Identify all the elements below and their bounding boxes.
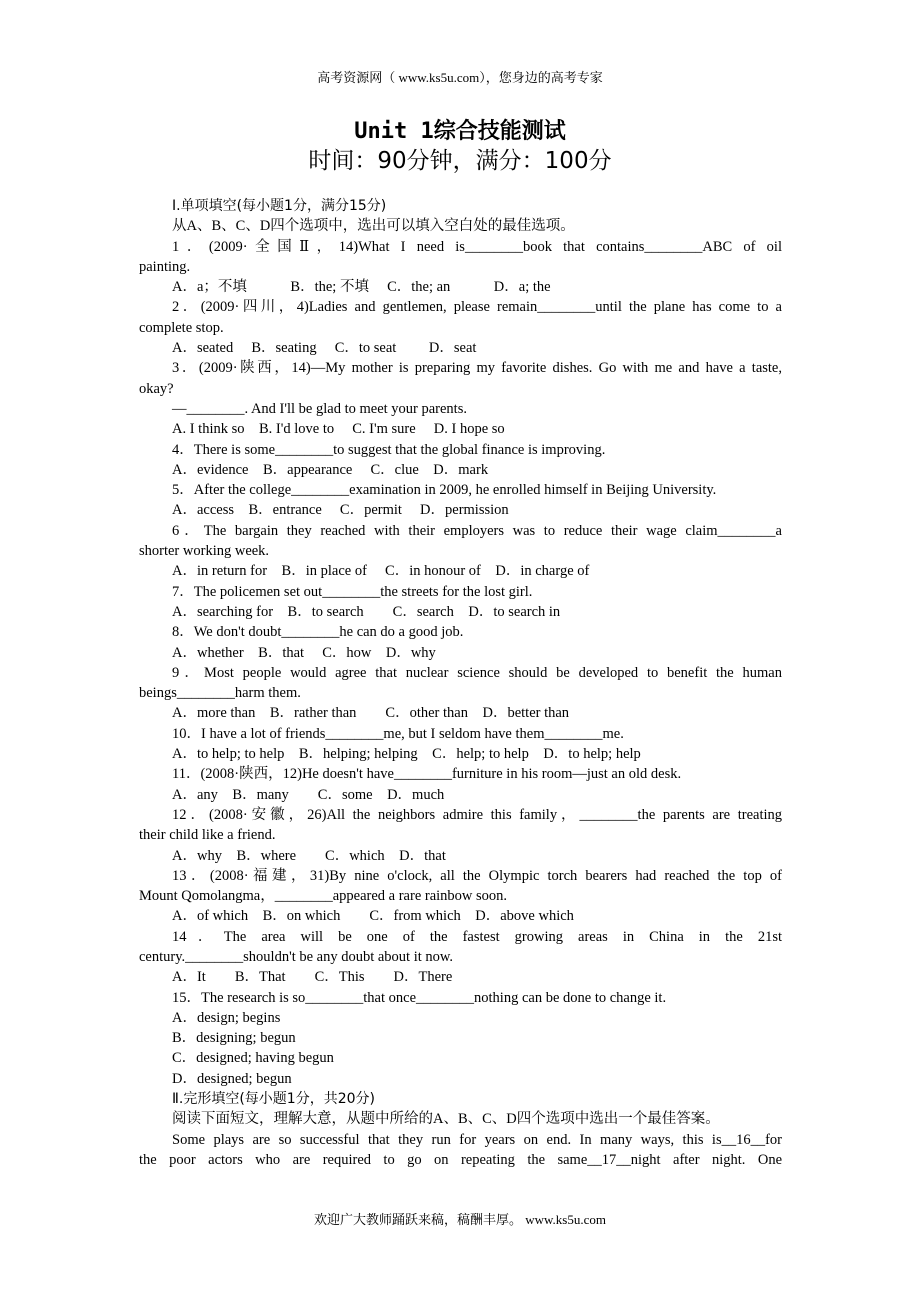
text-line: A．design; begins [172, 1009, 281, 1026]
text-line: century.________shouldn't be any doubt about it now. [139, 948, 454, 965]
text-line: 2．(2009·四川，4)Ladies and gentlemen, please remain________until the plane has come to a [172, 299, 782, 316]
document-body [139, 196, 782, 1170]
text-line: A．a；不填 B．the; 不填 C．the; an D．a; the [172, 279, 551, 296]
text-line: A．why B．where C．which D．that [172, 847, 446, 864]
text-line: the poor actors who are required to go on repeating the same__17__night after night. One [139, 1151, 782, 1168]
text-line: beings________harm them. [139, 685, 301, 702]
text-line: 从A、B、C、D四个选项中，选出可以填入空白处的最佳选项。 [172, 218, 575, 235]
text-line: B．designing; begun [172, 1030, 296, 1047]
text-line: shorter working week. [139, 543, 270, 560]
text-line: 8．We don't doubt________he can do a good job. [172, 624, 464, 641]
text-line: Ⅰ.单项填空(每小题1分，满分15分) [172, 198, 387, 214]
text-line: A．access B．entrance C．permit D．permission [172, 502, 509, 519]
text-line: their child like a friend. [139, 827, 276, 844]
page-footer: 欢迎广大教师踊跃来稿，稿酬丰厚。 www.ks5u.com [313, 1212, 606, 1227]
text-line: 4．There is some________to suggest that the global finance is improving. [172, 441, 606, 458]
text-line: C．designed; having begun [172, 1050, 334, 1067]
text-line: A．It B．That C．This D．There [172, 969, 453, 986]
text-line: A. I think so B. I'd love to C. I'm sure D. I hope so [172, 421, 505, 438]
text-line: 11．(2008·陕西，12)He doesn't have________furniture in his room—just an old desk. [172, 766, 682, 783]
text-line: Some plays are so successful that they run for years on end. In many ways, this is__16__for [172, 1131, 782, 1148]
text-line: okay? [139, 380, 174, 397]
text-line: 15．The research is so________that once________nothing can be done to change it. [172, 989, 667, 1006]
text-line: 12．(2008·安徽，26)All the neighbors admire this family，________the parents are treating [172, 806, 782, 823]
text-line: painting. [139, 258, 191, 275]
text-line: A．seated B．seating C．to seat D．seat [172, 340, 477, 357]
text-line: 阅读下面短文，理解大意，从题中所给的A、B、C、D四个选项中选出一个最佳答案。 [172, 1111, 720, 1128]
text-line: —________. And I'll be glad to meet your parents. [172, 400, 467, 417]
text-line: 5．After the college________examination in 2009, he enrolled himself in Beijing University. [172, 482, 717, 499]
text-line: 7．The policemen set out________the streets for the lost girl. [172, 583, 533, 600]
text-line: A．evidence B．appearance C．clue D．mark [172, 461, 489, 478]
text-line: A．in return for B．in place of C．in honour of D．in charge of [172, 563, 590, 580]
text-line: 9．Most people would agree that nuclear science should be developed to benefit the human [172, 664, 782, 681]
text-line: D．designed; begun [172, 1070, 292, 1087]
text-line: 3．(2009·陕西，14)—My mother is preparing my favorite dishes. Go with me and have a taste, [172, 360, 782, 377]
text-line: 14．The area will be one of the fastest growing areas in China in the 21st [172, 928, 782, 945]
text-line: A．any B．many C．some D．much [172, 786, 445, 803]
text-line: A．of which B．on which C．from which D．above which [172, 908, 574, 925]
page-title: Unit 1综合技能测试 [354, 119, 566, 144]
text-line: A．to help; to help B．helping; helping C．help; to help D．to help; help [172, 746, 641, 763]
text-line: Mount Qomolangma，________appeared a rare rainbow soon. [139, 888, 508, 905]
text-line: A．searching for B．to search C．search D．to search in [172, 603, 561, 620]
text-line: 1．(2009·全国Ⅱ，14)What I need is________book that contains________ABC of oil [172, 238, 782, 255]
page-header: 高考资源网（ www.ks5u.com），您身边的高考专家 [317, 70, 603, 85]
text-line: A．whether B．that C．how D．why [172, 644, 436, 661]
page-subtitle: 时间：90分钟，满分：100分 [308, 148, 612, 174]
text-line: 13．(2008·福建，31)By nine o'clock, all the Olympic torch bearers had reached the top of [172, 867, 782, 884]
text-line: A．more than B．rather than C．other than D．better than [172, 705, 570, 722]
text-line: 10．I have a lot of friends________me, but I seldom have them________me. [172, 725, 624, 742]
text-line: Ⅱ.完形填空(每小题1分，共20分) [172, 1091, 375, 1108]
text-line: complete stop. [139, 319, 224, 336]
text-line: 6．The bargain they reached with their employers was to reduce their wage claim________a [172, 522, 782, 539]
